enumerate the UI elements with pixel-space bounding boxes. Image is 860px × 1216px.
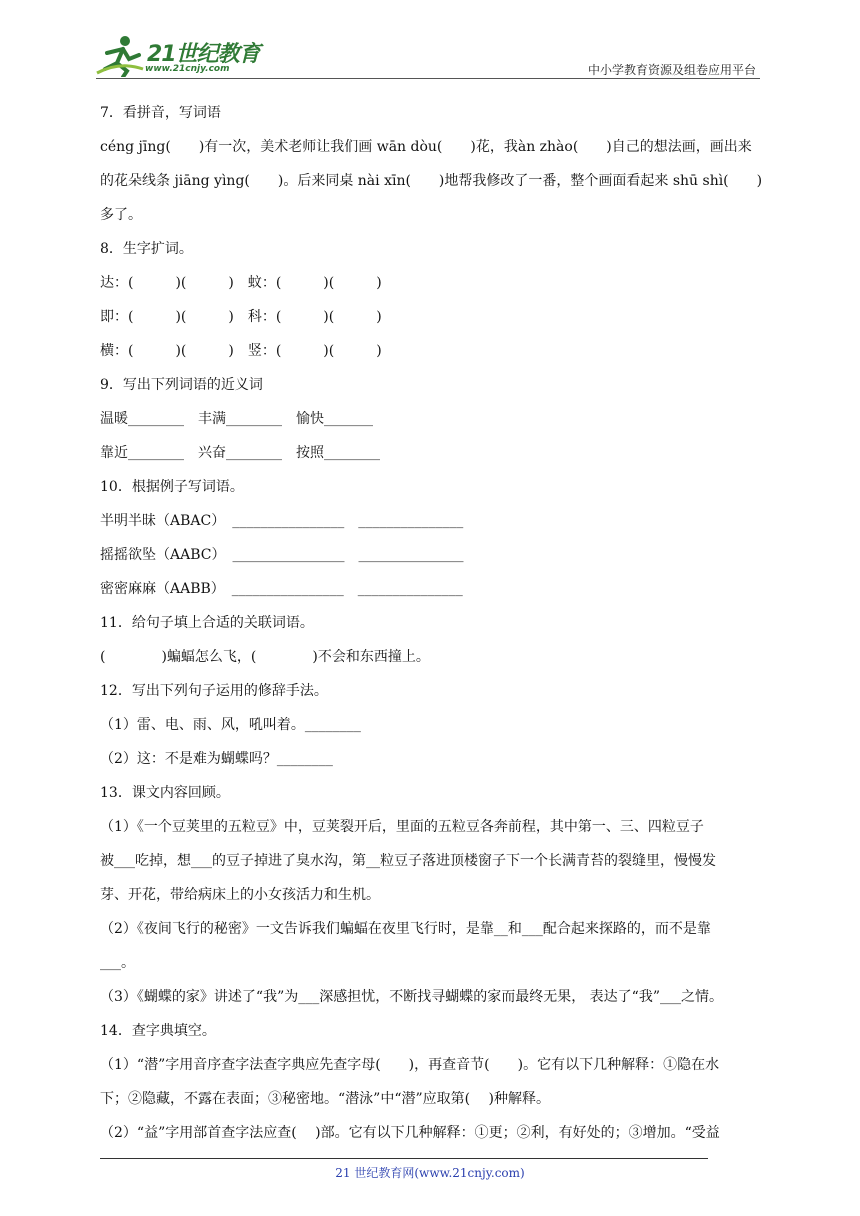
q8-row-1: 达：( )( ) 蚊：( )( )	[100, 275, 382, 291]
q12-title: 12．写出下列句子运用的修辞手法。	[100, 683, 328, 699]
q7-line-1: céng jīng( )有一次，美术老师让我们画 wān dòu( )花，我àn zhào( )自己的想法画，画出来	[100, 139, 752, 155]
document-body	[100, 96, 765, 1150]
q7-line-3: 多了。	[100, 207, 142, 223]
q11-title: 11．给句子填上合适的关联词语。	[100, 615, 314, 631]
runner-logo-icon	[95, 33, 145, 77]
q10-row-2: 摇摇欲坠（AABC） ________________ _______________	[100, 547, 464, 563]
q14-p1-line-1: （1）“潜”字用音序查字法查字典应先查字母( )，再查音节( )。它有以下几种解释：①隐在水	[100, 1057, 720, 1073]
q9-row-2: 靠近________ 兴奋________ 按照________	[100, 445, 380, 461]
q13-p1-line-1: （1）《一个豆荚里的五粒豆》中，豆荚裂开后，里面的五粒豆各奔前程，其中第一、三、四粒豆子	[100, 819, 704, 835]
q13-p3: （3）《蝴蝶的家》讲述了“我”为___深感担忧，不断找寻蝴蝶的家而最终无果， 表达了“我”___之情。	[100, 989, 723, 1005]
page-header	[0, 0, 860, 80]
q13-p1-line-3: 芽、开花，带给病床上的小女孩活力和生机。	[100, 887, 380, 903]
q9-row-1: 温暖________ 丰满________ 愉快_______	[100, 411, 373, 427]
q8-row-2: 即：( )( ) 科：( )( )	[100, 309, 382, 325]
q9-title: 9．写出下列词语的近义词	[100, 377, 263, 393]
q10-row-3: 密密麻麻（AABB） ________________ _______________	[100, 581, 463, 597]
q7-title: 7．看拼音，写词语	[100, 105, 221, 121]
q13-title: 13．课文内容回顾。	[100, 785, 230, 801]
q12-row-2: （2）这：不是难为蝴蝶吗？________	[100, 751, 333, 767]
footer-divider	[100, 1158, 708, 1159]
footer-text: 21 世纪教育网(www.21cnjy.com)	[335, 1166, 525, 1180]
q13-p2-line-1: （2）《夜间飞行的秘密》一文告诉我们蝙蝠在夜里飞行时，是靠__和___配合起来探路的，而不是靠	[100, 921, 711, 937]
logo	[95, 33, 265, 77]
q14-p1-line-2: 下；②隐藏，不露在表面；③秘密地。“潜泳”中“潜”应取第( )种解释。	[100, 1091, 551, 1107]
q14-title: 14．查字典填空。	[100, 1023, 216, 1039]
q12-row-1: （1）雷、电、雨、风，吼叫着。________	[100, 717, 361, 733]
logo-url: www.21cnjy.com	[145, 64, 230, 74]
q13-p1-line-2: 被___吃掉，想___的豆子掉进了臭水沟，第__粒豆子落进顶楼窗子下一个长满青苔的裂缝里，慢慢发	[100, 853, 716, 869]
logo-text: 21世纪教育	[147, 42, 260, 67]
header-divider	[96, 78, 760, 79]
q8-row-3: 横：( )( ) 竖：( )( )	[100, 343, 382, 359]
q13-p2-line-2: ___。	[100, 955, 135, 971]
q10-row-1: 半明半昧（ABAC） ________________ _______________	[100, 513, 464, 529]
header-platform-text: 中小学教育资源及组卷应用平台	[587, 63, 756, 77]
q11-line: ( )蝙蝠怎么飞，( )不会和东西撞上。	[100, 649, 430, 665]
q14-p2: （2）“益”字用部首查字法应查( )部。它有以下几种解释：①更；②利，有好处的；③增加。“受益	[100, 1125, 720, 1141]
q7-line-2: 的花朵线条 jiāng yìng( )。后来同桌 nài xīn( )地帮我修改了一番，整个画面看起来 shū shì( )	[100, 173, 763, 189]
q10-title: 10．根据例子写词语。	[100, 479, 244, 495]
q8-title: 8．生字扩词。	[100, 241, 193, 257]
